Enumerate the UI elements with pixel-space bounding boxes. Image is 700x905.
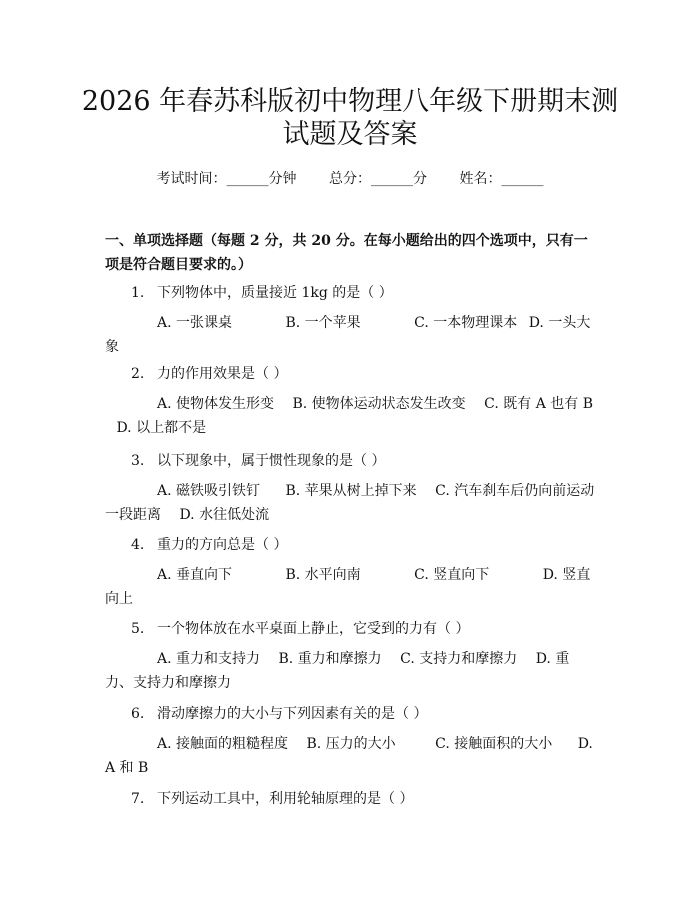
question-options <box>105 479 595 527</box>
question-stem <box>131 450 385 470</box>
question-stem <box>131 534 287 554</box>
option-c: C. 一本物理课本 <box>414 315 518 331</box>
question-stem <box>131 282 393 302</box>
document-title-line2: 试题及答案 <box>282 119 418 150</box>
exam-time: 考试时间：______分钟 <box>156 171 297 187</box>
question-stem <box>131 363 287 383</box>
option-c: C. 汽车刹车后仍向前运动一段距离 <box>105 483 595 523</box>
question-number: 4. <box>131 537 145 553</box>
option-b: B. 水平向南 <box>285 567 361 583</box>
option-c: C. 支持力和摩擦力 <box>400 651 518 667</box>
option-d: D. A 和 B <box>105 736 593 776</box>
question-stem <box>131 788 413 808</box>
question-text: 滑动摩擦力的大小与下列因素有关的是（ ） <box>157 706 428 722</box>
question-options <box>105 392 595 440</box>
question-text: 重力的方向总是（ ） <box>157 537 288 553</box>
question-text: 力的作用效果是（ ） <box>157 366 288 382</box>
question-options <box>105 311 595 359</box>
question-options <box>105 732 595 780</box>
option-d: D. 一头大象 <box>105 315 591 355</box>
document-title-line1: 2026 年春苏科版初中物理八年级下册期末测 <box>81 86 619 117</box>
question-text: 以下现象中，属于惯性现象的是（ ） <box>157 453 386 469</box>
option-b: B. 苹果从树上掉下来 <box>285 483 417 499</box>
question-text: 下列运动工具中，利用轮轴原理的是（ ） <box>157 791 414 807</box>
option-b: B. 使物体运动状态发生改变 <box>292 396 466 412</box>
option-d: D. 竖直向上 <box>105 567 591 607</box>
option-d: D. 水往低处流 <box>179 507 270 523</box>
option-a: A. 垂直向下 <box>157 567 233 583</box>
question-number: 1. <box>131 285 145 301</box>
question-number: 6. <box>131 706 145 722</box>
question-number: 5. <box>131 621 145 637</box>
section-heading: 一、单项选择题（每题 2 分，共 20 分。在每小题给出的四个选项中，只有一项是符合题目要求的。） <box>105 233 588 273</box>
option-a: A. 一张课桌 <box>157 315 233 331</box>
student-name: 姓名：______ <box>459 171 544 187</box>
question-number: 2. <box>131 366 145 382</box>
option-d: D. 以上都不是 <box>116 420 207 436</box>
option-c: C. 竖直向下 <box>414 567 490 583</box>
option-b: B. 一个苹果 <box>285 315 361 331</box>
question-stem <box>131 618 469 638</box>
option-a: A. 使物体发生形变 <box>157 396 275 412</box>
option-a: A. 接触面的粗糙程度 <box>157 736 289 752</box>
option-c: C. 既有 A 也有 B <box>484 396 593 412</box>
option-d: D. 重力、支持力和摩擦力 <box>105 651 570 691</box>
option-a: A. 重力和支持力 <box>157 651 261 667</box>
option-b: B. 压力的大小 <box>306 736 396 752</box>
question-options <box>105 647 595 695</box>
question-text: 下列物体中，质量接近 1kg 的是（ ） <box>157 285 393 301</box>
exam-total-score: 总分：______分 <box>329 171 427 187</box>
option-a: A. 磁铁吸引铁钉 <box>157 483 261 499</box>
question-stem <box>131 703 427 723</box>
question-text: 一个物体放在水平桌面上静止，它受到的力有（ ） <box>157 621 470 637</box>
question-number: 7. <box>131 791 145 807</box>
option-c: C. 接触面积的大小 <box>435 736 553 752</box>
exam-meta <box>0 168 700 188</box>
option-b: B. 重力和摩擦力 <box>278 651 382 667</box>
question-number: 3. <box>131 453 145 469</box>
question-options <box>105 563 595 611</box>
